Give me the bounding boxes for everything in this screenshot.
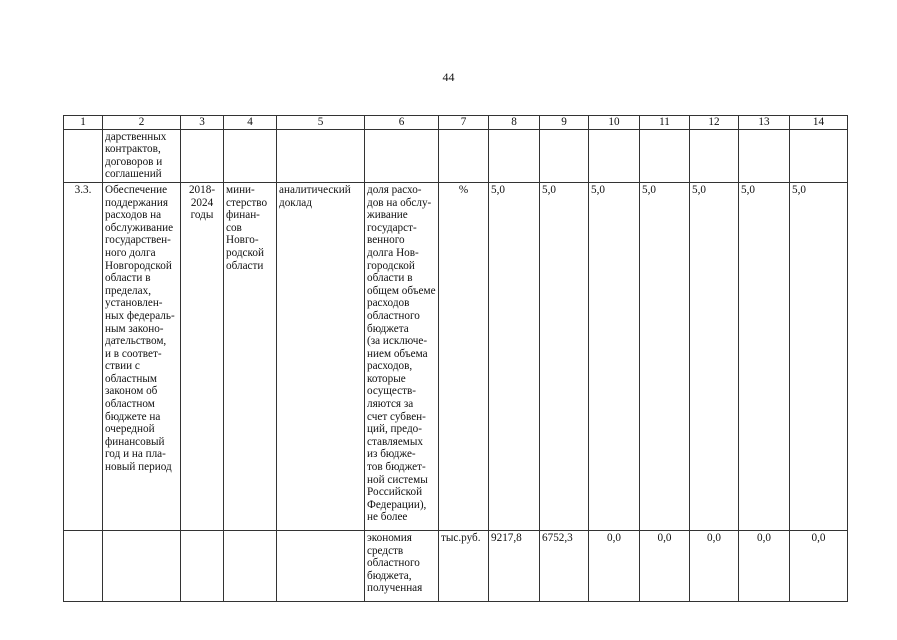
table-cell [739, 129, 790, 182]
table-cell [277, 129, 365, 182]
column-number: 9 [540, 116, 589, 130]
table-row [64, 530, 848, 601]
column-number: 14 [790, 116, 848, 130]
table-cell [277, 530, 365, 601]
column-number-row [64, 116, 848, 130]
item-number: 3.3. [64, 182, 103, 530]
responsible: мини- стерство финан- сов Новго- родской области [224, 182, 277, 530]
column-number: 8 [489, 116, 540, 130]
table-cell [64, 129, 103, 182]
column-number: 11 [640, 116, 690, 130]
table-cell [224, 129, 277, 182]
table-cell [589, 129, 640, 182]
table-cell [181, 129, 224, 182]
table-cell [181, 530, 224, 601]
table-cell [540, 129, 589, 182]
column-number: 2 [103, 116, 181, 130]
indicator-name: экономия средств областного бюджета, полученная [365, 530, 439, 601]
unit: % [439, 182, 489, 530]
value-cell: 6752,3 [540, 530, 589, 601]
unit: тыс.руб. [439, 530, 489, 601]
value-cell: 0,0 [790, 530, 848, 601]
value-cell: 5,0 [540, 182, 589, 530]
value-cell: 5,0 [640, 182, 690, 530]
table-cell [64, 530, 103, 601]
value-cell: 0,0 [589, 530, 640, 601]
indicators-table [63, 115, 848, 602]
period: 2018- 2024 годы [181, 182, 224, 530]
page-number: 44 [442, 70, 455, 84]
table-cell [790, 129, 848, 182]
value-cell: 5,0 [690, 182, 739, 530]
value-cell: 5,0 [739, 182, 790, 530]
value-cell: 0,0 [739, 530, 790, 601]
column-number: 5 [277, 116, 365, 130]
table-cell [690, 129, 739, 182]
table-cell [224, 530, 277, 601]
value-cell: 5,0 [589, 182, 640, 530]
table-cell [439, 129, 489, 182]
event-name: Обеспечение поддержания расходов на обслуживание государствен- ного долга Новгородской области в пределах, установлен- ных федераль- ным законо- дательством, и в соответ- ствии с областным законом об областном бюджете на очередной финансовый год и на пла- новый период [103, 182, 181, 530]
table-cell [489, 129, 540, 182]
column-number: 13 [739, 116, 790, 130]
column-number: 6 [365, 116, 439, 130]
column-number: 10 [589, 116, 640, 130]
value-cell: 9217,8 [489, 530, 540, 601]
event-name-continuation: дарственных контрактов, договоров и соглашений [103, 129, 181, 182]
table-cell [640, 129, 690, 182]
value-cell: 5,0 [790, 182, 848, 530]
indicator-name: доля расхо- дов на обслу- живание государст- венного долга Нов- городской области в общем объеме расходов областного бюджета (за исключе- нием объема расходов, которые осуществ- ляются за счет субвен- ций, предо- ставляемых из бюдже- тов бюджет- ной системы Российской Федерации), не более [365, 182, 439, 530]
value-cell: 0,0 [640, 530, 690, 601]
table-cell [103, 530, 181, 601]
table-row [64, 182, 848, 530]
table-row [64, 129, 848, 182]
table-cell [365, 129, 439, 182]
result-form: аналитический доклад [277, 182, 365, 530]
column-number: 12 [690, 116, 739, 130]
value-cell: 0,0 [690, 530, 739, 601]
column-number: 4 [224, 116, 277, 130]
column-number: 3 [181, 116, 224, 130]
value-cell: 5,0 [489, 182, 540, 530]
column-number: 7 [439, 116, 489, 130]
column-number: 1 [64, 116, 103, 130]
